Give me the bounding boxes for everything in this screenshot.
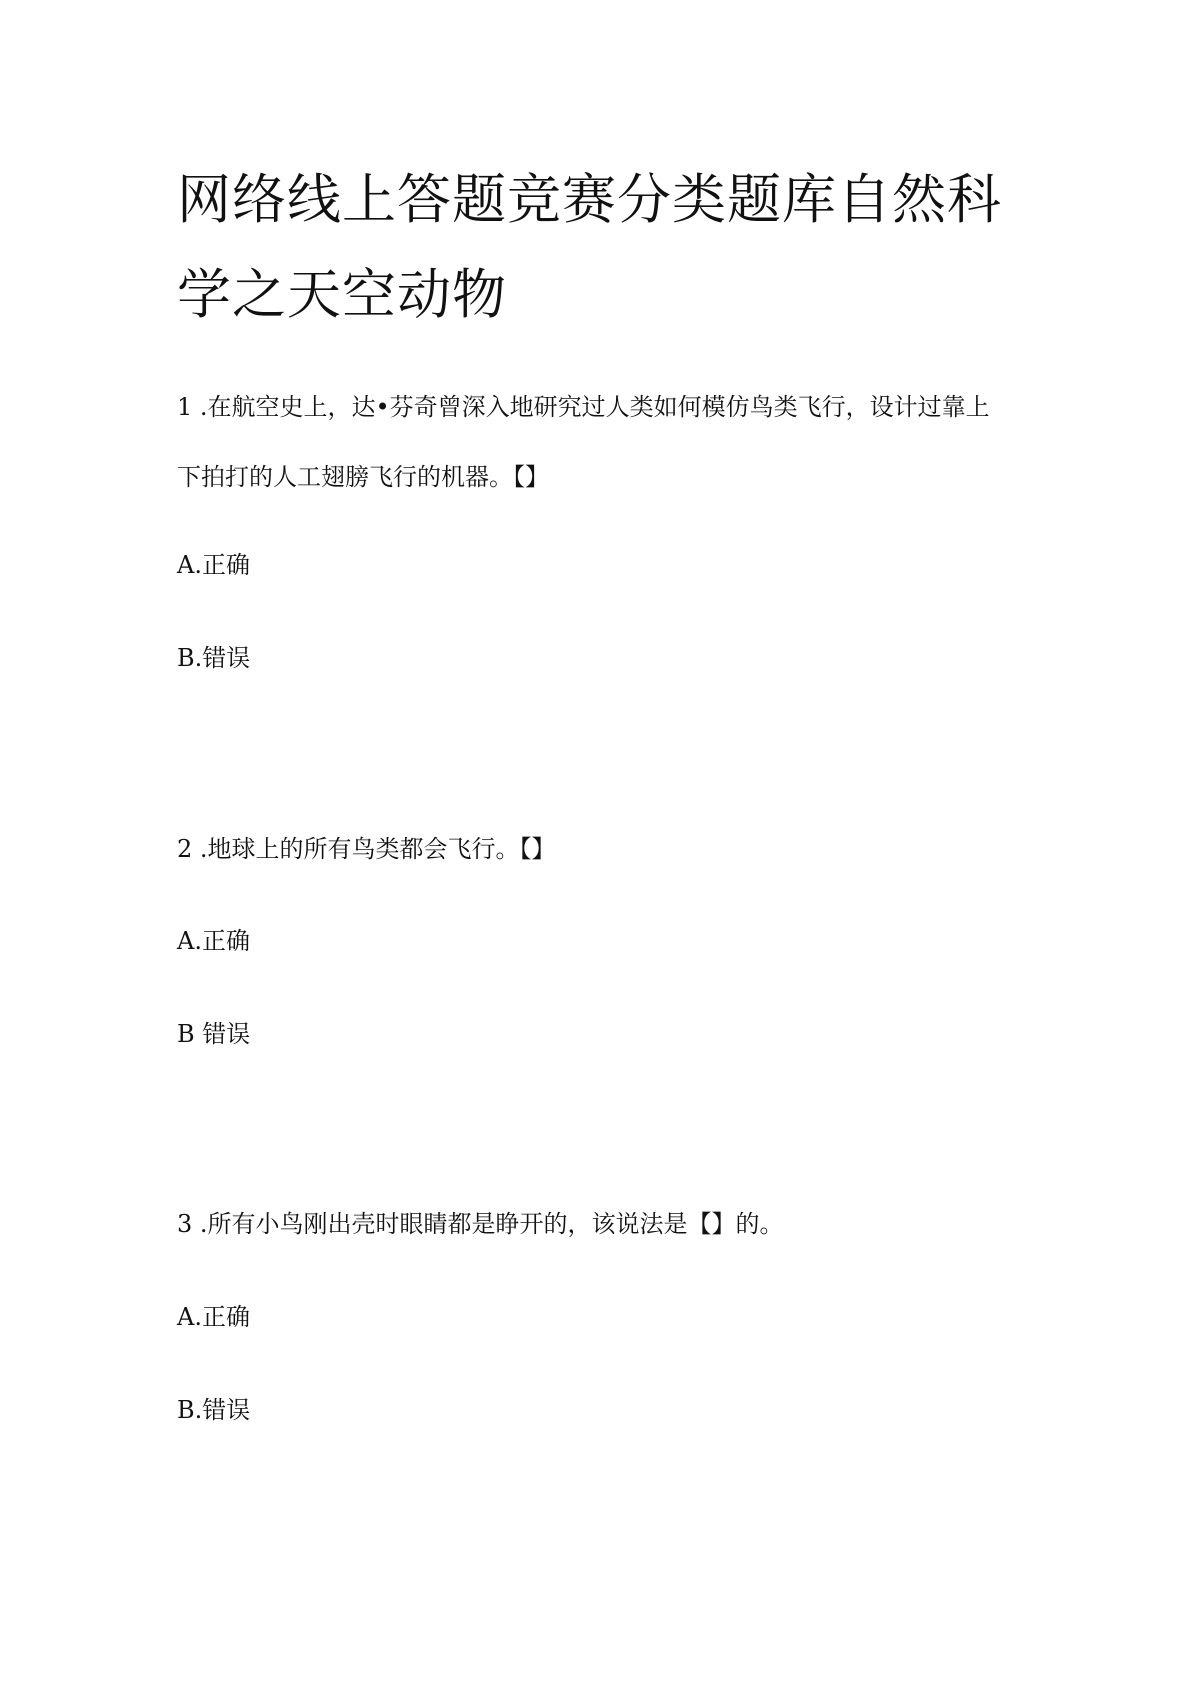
- question-2-option-b: B 错误: [177, 1020, 251, 1048]
- question-1-option-a: A.正确: [177, 551, 250, 579]
- question-2-option-a: A.正确: [177, 927, 250, 955]
- question-3-text: 3 .所有小鸟刚出壳时眼睛都是睁开的，该说法是【】的。: [177, 1210, 784, 1238]
- question-3-option-b: B.错误: [177, 1396, 251, 1424]
- question-1-option-b: B.错误: [177, 644, 251, 672]
- question-1-text: 1 .在航空史上，达•芬奇曾深入地研究过人类如何模仿鸟类飞行，设计过靠上下拍打的人工翅膀飞行的机器。【】: [177, 393, 990, 491]
- question-2-text: 2 .地球上的所有鸟类都会飞行。【】: [177, 835, 556, 863]
- document-title: 网络线上答题竞赛分类题库自然科学之天空动物: [177, 168, 1002, 326]
- question-3-option-a: A.正确: [177, 1303, 250, 1331]
